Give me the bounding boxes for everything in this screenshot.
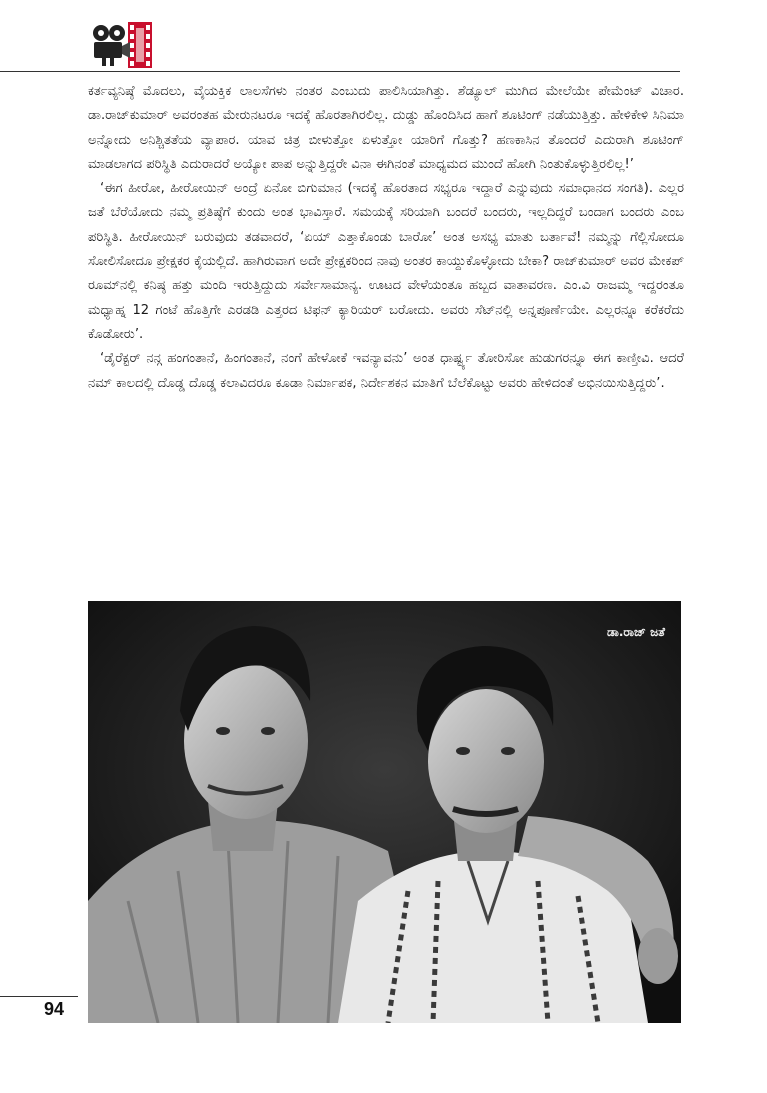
- footer-divider: [0, 996, 78, 997]
- paragraph-2: ‘ಈಗ ಹೀರೋ, ಹೀರೋಯಿನ್ ಅಂದ್ರೆ ಏನೋ ಬಿಗುಮಾನ (ಇದಕ್ಕೆ ಹೊರತಾದ ಸಭ್ಯರೂ ಇದ್ದಾರೆ ಎನ್ನುವುದು ಸಮಾಧಾನದ ಸಂಗತಿ). ಎಲ್ಲರ ಜತೆ ಬೆರೆಯೋದು ನಮ್ಮ ಪ್ರತಿಷ್ಠೆಗೆ ಕುಂದು ಅಂತ ಭಾವಿಸ್ತಾರೆ. ಸಮಯಕ್ಕೆ ಸರಿಯಾಗಿ ಬಂದರೆ ಬಂದರು, ಇಲ್ಲದಿದ್ದರೆ ಬಂದಾಗ ಬಂದರು ಎಂಬ ಪರಿಸ್ಥಿತಿ. ಹೀರೋಯಿನ್ ಬರುವುದು ತಡವಾದರೆ, ‘ಏಯ್ ಎತ್ತಾಕೊಂಡು ಬಾರೋ’ ಅಂತ ಅಸಭ್ಯ ಮಾತು ಬರ್ತಾವೆ! ನಮ್ಮನ್ನು ಗೆಲ್ಲಿಸೋದೂ ಸೋಲಿಸೋದೂ ಪ್ರೇಕ್ಷಕರ ಕೈಯಲ್ಲಿದೆ. ಹಾಗಿರುವಾಗ ಅದೇ ಪ್ರೇಕ್ಷಕರಿಂದ ನಾವು ಅಂತರ ಕಾಯ್ದುಕೊಳ್ಳೋದು ಬೇಕಾ? ರಾಜ್‌ಕುಮಾರ್ ಅವರ ಮೇಕಪ್ ರೂಮ್‌ನಲ್ಲಿ ಕನಿಷ್ಠ ಹತ್ತು ಮಂದಿ ಇರುತ್ತಿದ್ದುದು ಸರ್ವೇಸಾಮಾನ್ಯ. ಊಟದ ವೇಳೆಯಂತೂ ಹಬ್ಬದ ವಾತಾವರಣ. ಎಂ.ವಿ ರಾಜಮ್ಮ ಇದ್ದರಂತೂ ಮಧ್ಯಾಹ್ನ 12 ಗಂಟೆ ಹೊತ್ತಿಗೇ ಎರಡಡಿ ಎತ್ತರದ ಟಿಫನ್ ಕ್ಯಾರಿಯರ್ ಬರೋದು. ಅವರು ಸೆಟ್‌ನಲ್ಲಿ ಅನ್ನಪೂರ್ಣೆಯೇ. ಎಲ್ಲರನ್ನೂ ಕರೆಕರೆದು ಕೊಡೋರು’.: [88, 181, 684, 342]
- article-body: [88, 80, 684, 396]
- page-number: 94: [44, 999, 65, 1019]
- photo-caption: ಡಾ.ರಾಜ್ ಜತೆ: [606, 625, 665, 639]
- header-divider: [0, 71, 680, 72]
- film-camera-logo-icon: [88, 22, 152, 68]
- photo-two-actors: [88, 601, 681, 1023]
- paragraph-3: ‘ಡೈರೆಕ್ಟರ್ ನನ್ಗ ಹಂಗಂತಾನೆ, ಹಿಂಗಂತಾನೆ, ನಂಗೆ ಹೇಳೋಕೆ ಇವನ್ಯಾವನು’ ಅಂತ ಧಾರ್ಷ್ಟ್ಯ ತೋರಿಸೋ ಹುಡುಗರನ್ನೂ ಈಗ ಕಾಣ್ತೀವಿ. ಆದರೆ ನಮ್ ಕಾಲದಲ್ಲಿ ದೊಡ್ಡ ದೊಡ್ಡ ಕಲಾವಿದರೂ ಕೂಡಾ ನಿರ್ಮಾಪಕ, ನಿರ್ದೇಶಕನ ಮಾತಿಗೆ ಬೆಲೆಕೊಟ್ಟು ಅವರು ಹೇಳಿದಂತೆ ಅಭಿನಯಿಸುತ್ತಿದ್ದರು’.: [88, 351, 684, 391]
- paragraph-1: ಕರ್ತವ್ಯನಿಷ್ಠೆ ಮೊದಲು, ವೈಯಕ್ತಿಕ ಲಾಲಸೆಗಳು ನಂತರ ಎಂಬುದು ಪಾಲಿಸಿಯಾಗಿತ್ತು. ಶೆಡ್ಯೂಲ್ ಮುಗಿದ ಮೇಲೆಯೇ ಪೇಮೆಂಟ್ ವಿಚಾರ. ಡಾ.ರಾಜ್‌ಕುಮಾರ್ ಅವರಂತಹ ಮೇರುನಟರೂ ಇದಕ್ಕೆ ಹೊರತಾಗಿರಲಿಲ್ಲ. ದುಡ್ಡು ಹೊಂದಿಸಿದ ಹಾಗೆ ಶೂಟಿಂಗ್ ನಡೆಯುತ್ತಿತ್ತು. ಹೇಳಿಕೇಳಿ ಸಿನಿಮಾ ಅನ್ನೋದು ಅನಿಶ್ಚಿತತೆಯ ವ್ಯಾಪಾರ. ಯಾವ ಚಿತ್ರ ಬೀಳುತ್ತೋ ಏಳುತ್ತೋ ಯಾರಿಗೆ ಗೊತ್ತು? ಹಣಕಾಸಿನ ತೊಂದರೆ ಎದುರಾಗಿ ಶೂಟಿಂಗ್ ಮಾಡಲಾಗದ ಪರಿಸ್ಥಿತಿ ಎದುರಾದರೆ ಅಯ್ಯೋ ಪಾಪ ಅನ್ನುತ್ತಿದ್ದರೇ ವಿನಾ ಈಗಿನಂತೆ ಮಾಧ್ಯಮದ ಮುಂದೆ ಹೋಗಿ ನಿಂತುಕೊಳ್ಳುತ್ತಿರಲಿಲ್ಲ!’: [88, 84, 684, 172]
